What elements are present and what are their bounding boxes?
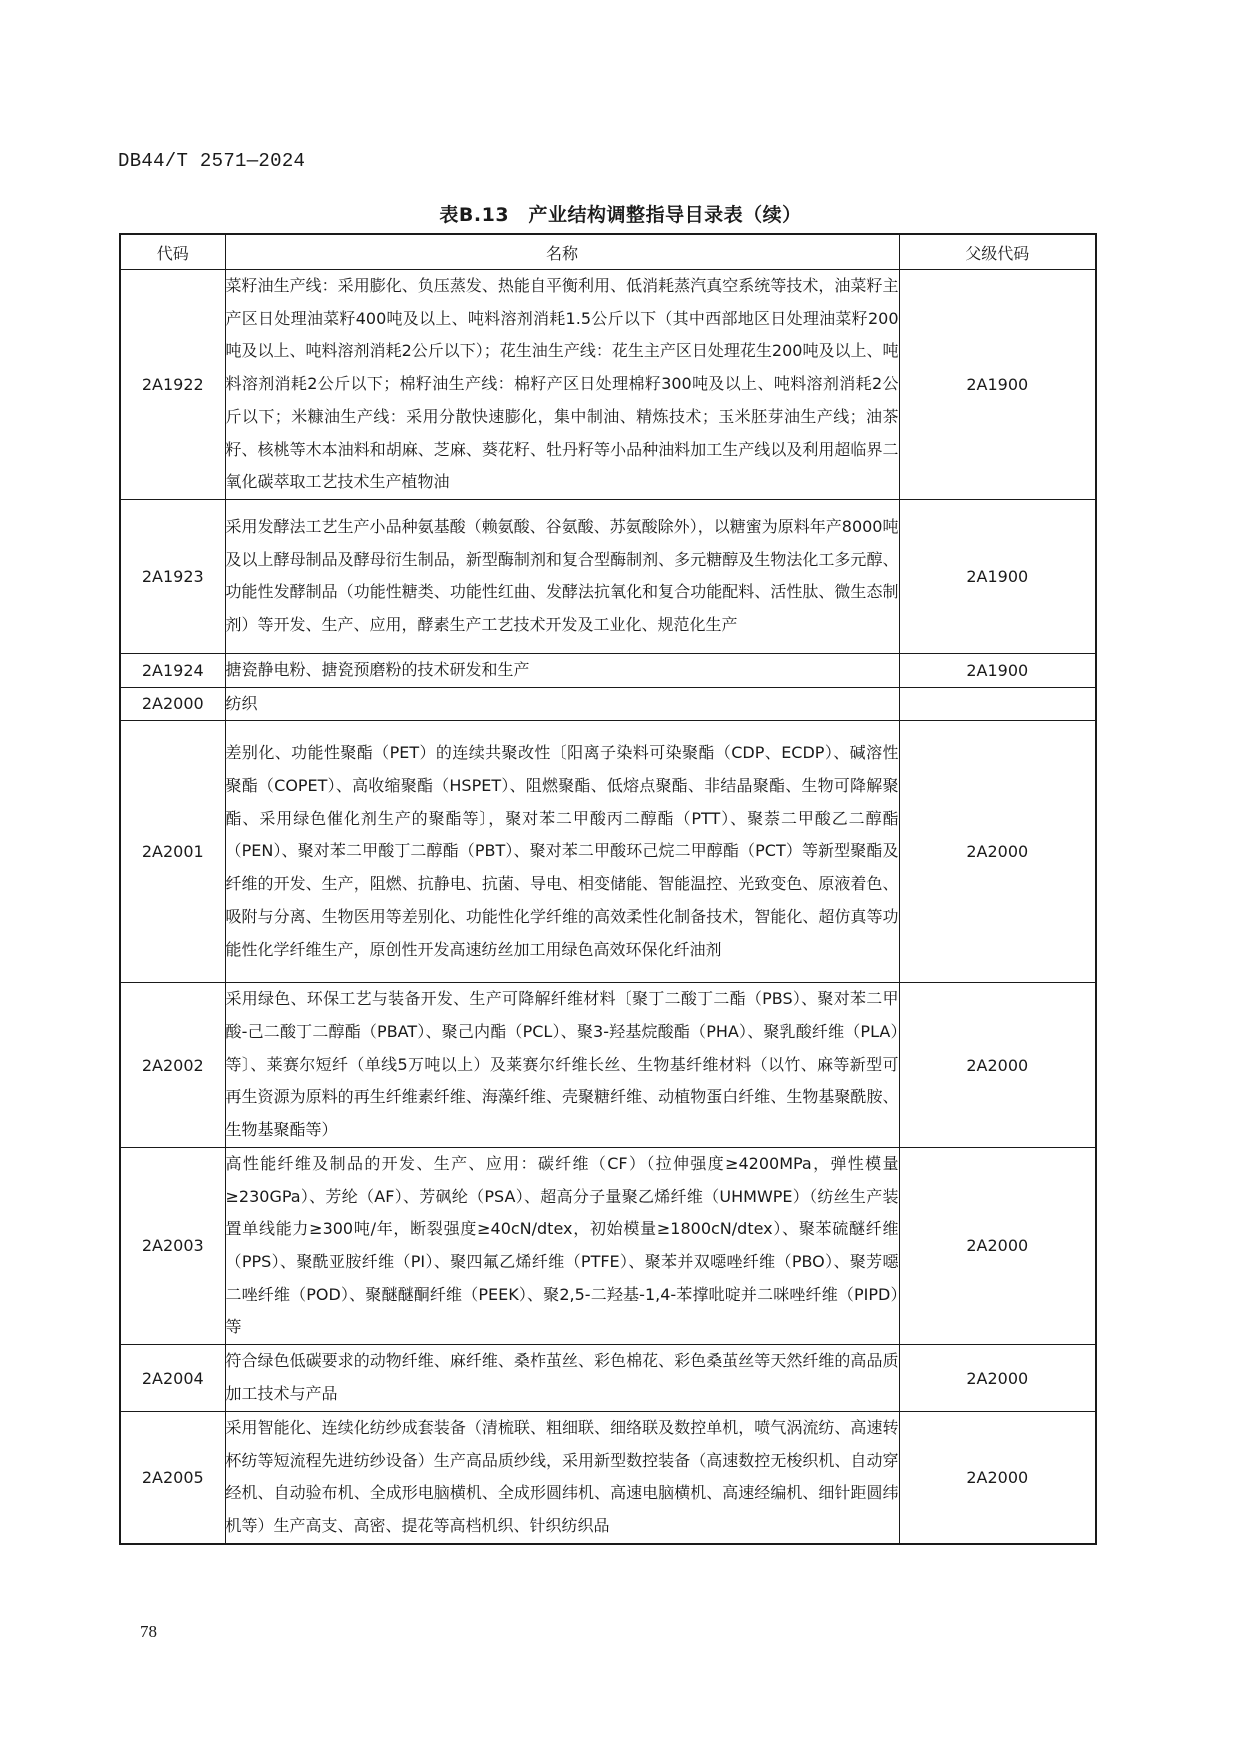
row-name: 差别化、功能性聚酯（PET）的连续共聚改性〔阳离子染料可染聚酯（CDP、ECDP）、碱溶性聚酯（COPET）、高收缩聚酯（HSPET）、阻燃聚酯、低熔点聚酯、非结晶聚酯、生物可降解聚酯、采用绿色催化剂生产的聚酯等〕，聚对苯二甲酸丙二醇酯（PTT）、聚萘二甲酸乙二醇酯（PEN）、聚对苯二甲酸丁二醇酯（PBT）、聚对苯二甲酸环己烷二甲醇酯（PCT）等新型聚酯及纤维的开发、生产，阻燃、抗静电、抗菌、导电、相变储能、智能温控、光致变色、原液着色、吸附与分离、生物医用等差别化、功能性化学纤维的高效柔性化制备技术，智能化、超仿真等功能性化学纤维生产，原创性开发高速纺丝加工用绿色高效环保化纤油剂 [225,721,899,983]
row-code: 2A2001 [120,721,225,983]
row-parent-code [899,687,1096,721]
row-parent-code: 2A1900 [899,270,1096,500]
row-code: 2A1923 [120,499,225,653]
table-row [120,1147,1096,1344]
row-code: 2A2004 [120,1345,225,1412]
table-row [120,721,1096,983]
table-row [120,270,1096,500]
table-row [120,983,1096,1148]
row-code: 2A1924 [120,653,225,687]
row-name: 菜籽油生产线：采用膨化、负压蒸发、热能自平衡利用、低消耗蒸汽真空系统等技术，油菜籽主产区日处理油菜籽400吨及以上、吨料溶剂消耗1.5公斤以下（其中西部地区日处理油菜籽200吨及以上、吨料溶剂消耗2公斤以下）；花生油生产线：花生主产区日处理花生200吨及以上、吨料溶剂消耗2公斤以下；棉籽油生产线：棉籽产区日处理棉籽300吨及以上、吨料溶剂消耗2公斤以下；米糠油生产线：采用分散快速膨化，集中制油、精炼技术；玉米胚芽油生产线；油茶籽、核桃等木本油料和胡麻、芝麻、葵花籽、牡丹籽等小品种油料加工生产线以及利用超临界二氧化碳萃取工艺技术生产植物油 [225,270,899,500]
row-name: 搪瓷静电粉、搪瓷预磨粉的技术研发和生产 [225,653,899,687]
row-parent-code: 2A2000 [899,721,1096,983]
row-code: 2A2005 [120,1412,225,1544]
table-row [120,1412,1096,1544]
column-header-name: 名称 [225,234,899,270]
table-row [120,653,1096,687]
page-number: 78 [140,1622,157,1641]
column-header-code: 代码 [120,234,225,270]
row-name: 符合绿色低碳要求的动物纤维、麻纤维、桑柞茧丝、彩色棉花、彩色桑茧丝等天然纤维的高品质加工技术与产品 [225,1345,899,1412]
row-parent-code: 2A2000 [899,1147,1096,1344]
row-name: 采用绿色、环保工艺与装备开发、生产可降解纤维材料〔聚丁二酸丁二酯（PBS）、聚对苯二甲酸-己二酸丁二醇酯（PBAT）、聚己内酯（PCL）、聚3-羟基烷酸酯（PHA）、聚乳酸纤维（PLA）等〕、莱赛尔短纤（单线5万吨以上）及莱赛尔纤维长丝、生物基纤维材料（以竹、麻等新型可再生资源为原料的再生纤维素纤维、海藻纤维、壳聚糖纤维、动植物蛋白纤维、生物基聚酰胺、生物基聚酯等） [225,983,899,1148]
row-name: 纺织 [225,687,899,721]
row-parent-code: 2A2000 [899,1412,1096,1544]
row-name: 采用发酵法工艺生产小品种氨基酸（赖氨酸、谷氨酸、苏氨酸除外），以糖蜜为原料年产8000吨及以上酵母制品及酵母衍生制品，新型酶制剂和复合型酶制剂、多元糖醇及生物法化工多元醇、功能性发酵制品（功能性糖类、功能性红曲、发酵法抗氧化和复合功能配料、活性肽、微生态制剂）等开发、生产、应用，酵素生产工艺技术开发及工业化、规范化生产 [225,499,899,653]
table-row [120,1345,1096,1412]
row-parent-code: 2A1900 [899,653,1096,687]
row-code: 2A2003 [120,1147,225,1344]
row-parent-code: 2A1900 [899,499,1096,653]
table-title: 表B.13 产业结构调整指导目录表（续） [439,204,802,226]
row-code: 2A2002 [120,983,225,1148]
row-code: 2A1922 [120,270,225,500]
standard-code: DB44/T 2571—2024 [118,150,306,172]
row-code: 2A2000 [120,687,225,721]
row-name: 采用智能化、连续化纺纱成套装备（清梳联、粗细联、细络联及数控单机，喷气涡流纺、高速转杯纺等短流程先进纺纱设备）生产高品质纱线，采用新型数控装备（高速数控无梭织机、自动穿经机、自动验布机、全成形电脑横机、全成形圆纬机、高速电脑横机、高速经编机、细针距圆纬机等）生产高支、高密、提花等高档机织、针织纺织品 [225,1412,899,1544]
column-header-parent: 父级代码 [899,234,1096,270]
table-header-row [120,234,1096,270]
table-row [120,499,1096,653]
table-row [120,687,1096,721]
row-parent-code: 2A2000 [899,983,1096,1148]
row-name: 高性能纤维及制品的开发、生产、应用：碳纤维（CF）（拉伸强度≥4200MPa，弹性模量≥230GPa）、芳纶（AF）、芳砜纶（PSA）、超高分子量聚乙烯纤维（UHMWPE）（纺丝生产装置单线能力≥300吨/年，断裂强度≥40cN/dtex，初始模量≥1800cN/dtex）、聚苯硫醚纤维（PPS）、聚酰亚胺纤维（PI）、聚四氟乙烯纤维（PTFE）、聚苯并双噁唑纤维（PBO）、聚芳噁二唑纤维（POD）、聚醚醚酮纤维（PEEK）、聚2,5-二羟基-1,4-苯撑吡啶并二咪唑纤维（PIPD）等 [225,1147,899,1344]
directory-table [119,233,1097,1545]
row-parent-code: 2A2000 [899,1345,1096,1412]
